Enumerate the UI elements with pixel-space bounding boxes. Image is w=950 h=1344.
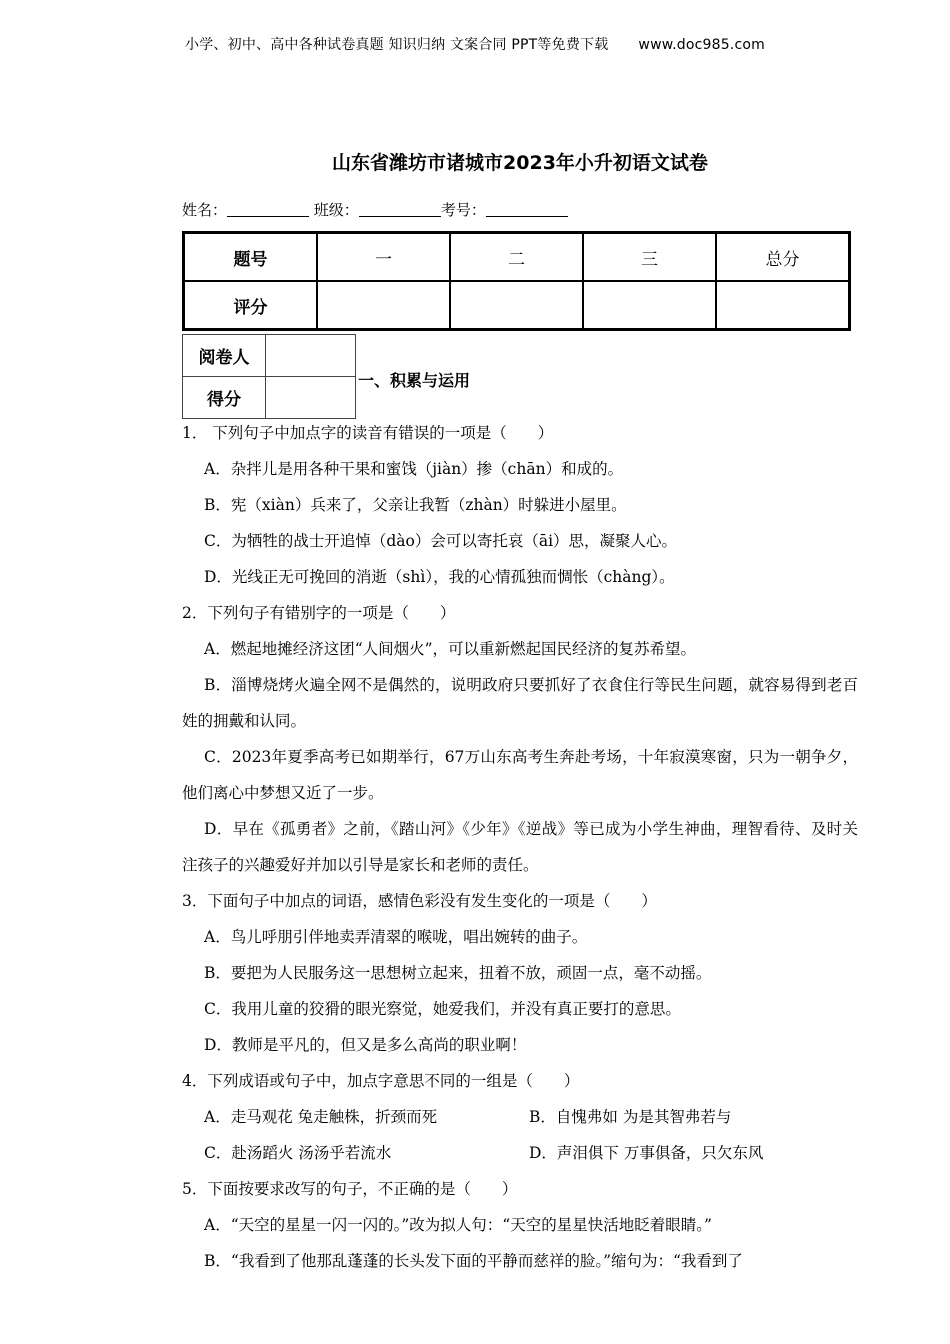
score-table-score-row	[184, 281, 849, 329]
score-table	[182, 231, 851, 331]
question-3-option-d: D．教师是平凡的，但又是多么高尚的职业啊！	[204, 1036, 527, 1054]
question-1-option-b: B．宪（xiàn）兵来了，父亲让我暂（zhàn）时躲进小屋里。	[204, 496, 627, 514]
question-3-option-a: A．鸟儿呼朋引伴地卖弄清翠的喉咙，唱出婉转的曲子。	[204, 928, 588, 946]
class-blank	[359, 202, 441, 217]
score-cell-one	[317, 281, 450, 329]
page-header	[0, 34, 950, 54]
student-info	[182, 199, 568, 220]
header-text: 小学、初中、高中各种试卷真题 知识归纳 文案合同 PPT等免费下载	[185, 37, 609, 53]
question-4-options-row-1	[182, 1099, 858, 1135]
section-score-cell	[266, 377, 356, 419]
question-1-option-c: C．为牺牲的战士开追悼（dào）会可以寄托哀（āi）思，凝聚人心。	[204, 532, 678, 550]
question-5-option-a: A．“天空的星星一闪一闪的。”改为拟人句：“天空的星星快活地眨着眼睛。”	[204, 1216, 712, 1234]
question-1-option-a: A．杂拌儿是用各种干果和蜜饯（jiàn）掺（chān）和成的。	[204, 460, 624, 478]
column-two: 二	[450, 233, 583, 281]
name-blank	[227, 202, 309, 217]
question-3-option-c: C．我用儿童的狡猾的眼光察觉，她爱我们，并没有真正要打的意思。	[204, 1000, 681, 1018]
question-3-option-b: B．要把为人民服务这一思想树立起来，扭着不放，顽固一点，毫不动摇。	[204, 964, 712, 982]
question-number-header: 题号	[184, 233, 317, 281]
question-2-option-c: C．2023年夏季高考已如期举行，67万山东高考生奔赴考场，十年寂漠寒窗，只为一朝争夕，他们离心中梦想又近了一步。	[182, 748, 858, 802]
header-site-link[interactable]: www.doc985.com	[638, 37, 765, 53]
page-title: 山东省潍坊市诸城市2023年小升初语文试卷	[332, 152, 708, 174]
questions-body	[182, 415, 858, 1279]
question-1-stem: 1． 下列句子中加点字的读音有错误的一项是（ ）	[182, 424, 554, 442]
question-4-options-row-2	[182, 1135, 858, 1171]
column-total: 总分	[716, 233, 849, 281]
question-2-option-a: A．燃起地摊经济这团“人间烟火”，可以重新燃起国民经济的复苏希望。	[204, 640, 697, 658]
reviewer-table	[182, 334, 356, 419]
reviewer-cell	[266, 335, 356, 377]
question-4-stem: 4．下列成语或句子中，加点字意思不同的一组是（ ）	[182, 1072, 580, 1090]
exam-number-blank	[486, 202, 568, 217]
question-4-option-c: C．赴汤蹈火 汤汤乎若流水	[204, 1144, 392, 1162]
section-heading: 一、积累与运用	[358, 371, 471, 390]
question-4-option-d: D．声泪俱下 万事俱备，只欠东风	[529, 1144, 764, 1162]
question-2-option-d: D．早在《孤勇者》之前，《踏山河》《少年》《逆战》等已成为小学生神曲，理智看待、及时关注孩子的兴趣爱好并加以引导是家长和老师的责任。	[182, 820, 858, 874]
question-4-option-a: A．走马观花 兔走触株，折颈而死	[204, 1108, 438, 1126]
question-5-option-b: B．“我看到了他那乱蓬蓬的长头发下面的平静而慈祥的脸。”缩句为：“我看到了	[204, 1252, 743, 1270]
column-one: 一	[317, 233, 450, 281]
question-2-stem: 2．下列句子有错别字的一项是（ ）	[182, 604, 456, 622]
reviewer-label: 阅卷人	[183, 335, 266, 377]
question-3-stem: 3．下面句子中加点的词语，感情色彩没有发生变化的一项是（ ）	[182, 892, 657, 910]
question-5-stem: 5．下面按要求改写的句子，不正确的是（ ）	[182, 1180, 518, 1198]
score-cell-total	[716, 281, 849, 329]
exam-number-label: 考号：	[440, 201, 486, 219]
question-4-option-b: B．自愧弗如 为是其智弗若与	[529, 1108, 732, 1126]
question-2-option-b: B．淄博烧烤火遍全网不是偶然的，说明政府只要抓好了衣食住行等民生问题，就容易得到老百姓的拥戴和认同。	[182, 676, 858, 730]
section-score-label: 得分	[183, 377, 266, 419]
score-label: 评分	[184, 281, 317, 329]
name-label: 姓名：	[182, 201, 228, 219]
score-table-header-row	[184, 233, 849, 281]
question-1-option-d: D．光线正无可挽回的消逝（shì），我的心情孤独而惆怅（chàng）。	[204, 568, 675, 586]
score-cell-two	[450, 281, 583, 329]
score-cell-three	[583, 281, 716, 329]
class-label: 班级：	[313, 201, 359, 219]
column-three: 三	[583, 233, 716, 281]
